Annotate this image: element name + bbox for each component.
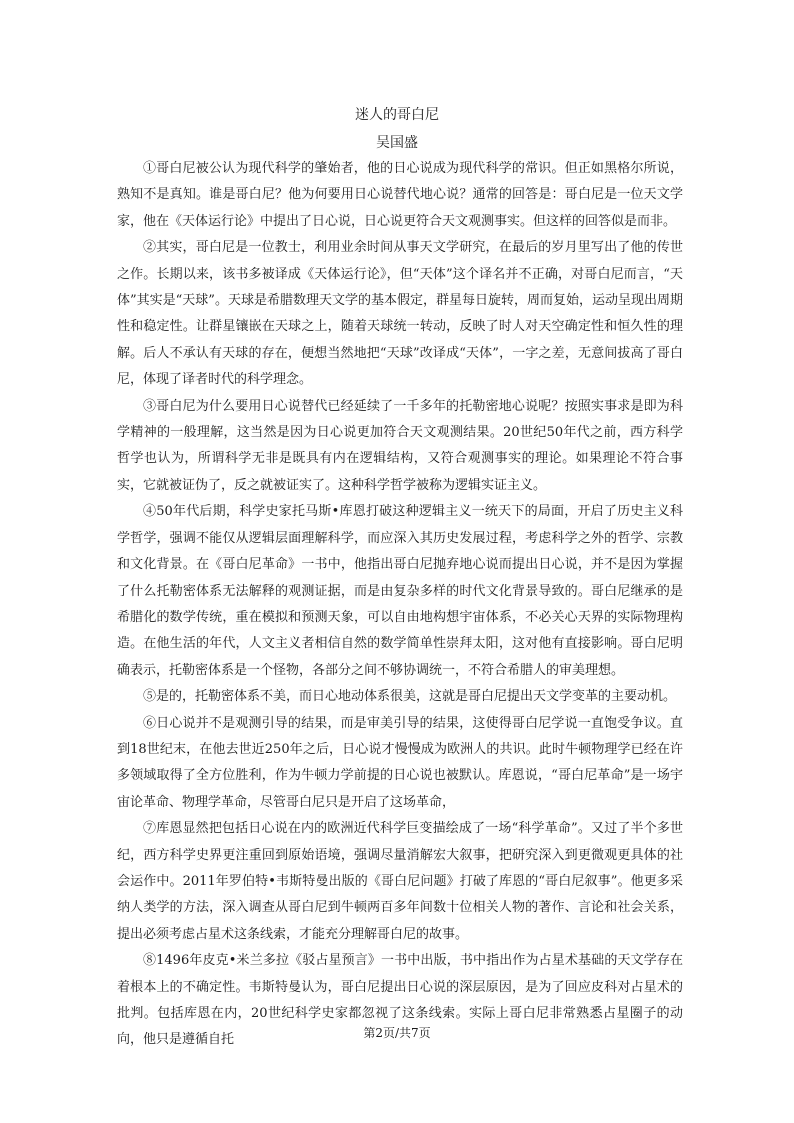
paragraph-6: ⑥日心说并不是观测引导的结果，而是审美引导的结果，这使得哥白尼学说一直饱受争议。直到18世纪末，在他去世近250年之后，日心说才慢慢成为欧洲人的共识。此时牛顿物理学已经在许多领域取得了全方位胜利，作为牛顿力学前提的日心说也被默认。库恩说，“哥白尼革命”是一场宇宙论革命、物理学革命，尽管哥白尼只是开启了这场革命，	[117, 715, 683, 810]
paragraph-2: ②其实，哥白尼是一位教士，利用业余时间从事天文学研究，在最后的岁月里写出了他的传世之作。长期以来，该书多被译成《天体运行论》，但“天体”这个译名并不正确，对哥白尼而言，“天体”其实是“天球”。天球是希腊数理天文学的基本假定，群星每日旋转，周而复始，运动呈现出周期性和稳定性。让群星镶嵌在天球之上，随着天球统一转动，反映了时人对天空确定性和恒久性的理解。后人不承认有天球的存在，便想当然地把“天球”改译成“天体”，一字之差，无意间拔高了哥白尼，体现了译者时代的科学理念。	[117, 240, 683, 388]
paragraph-8: ⑧1496年皮克•米兰多拉《驳占星预言》一书中出版，书中指出作为占星术基础的天文学存在着根本上的不确定性。韦斯特曼认为，哥白尼提出日心说的深层原因，是为了回应皮科对占星术的批判。包括库恩在内，20世纪科学史家都忽视了这条线索。实际上哥白尼非常熟悉占星圈子的动向，他只是遵循自托	[117, 953, 683, 1048]
article-title: 迷人的哥白尼	[355, 107, 439, 123]
paragraph-7: ⑦库恩显然把包括日心说在内的欧洲近代科学巨变描绘成了一场“科学革命”。又过了半个多世纪，西方科学史界更注重回到原始语境，强调尽量消解宏大叙事，把研究深入到更微观更具体的社会运作中。2011年罗伯特•韦斯特曼出版的《哥白尼问题》打破了库恩的“哥白尼叙事”。他更多采纳人类学的方法，深入调查从哥白尼到牛顿两百多年间数十位相关人物的著作、言论和社会关系，提出必须考虑占星术这条线索，才能充分理解哥白尼的故事。	[117, 821, 683, 942]
article-author: 吴国盛	[376, 135, 418, 151]
paragraph-3: ③哥白尼为什么要用日心说替代已经延续了一千多年的托勒密地心说呢？按照实事求是即为科学精神的一般理解，这当然是因为日心说更加符合天文观测结果。20世纪50年代之前，西方科学哲学也认为，所谓科学无非是既具有内在逻辑结构，又符合观测事实的理论。如果理论不符合事实，它就被证伪了，反之就被证实了。这种科学哲学被称为逻辑实证主义。	[117, 398, 683, 493]
page-number: 第2页/共7页	[363, 1026, 431, 1040]
paragraph-5: ⑤是的，托勒密体系不美，而日心地动体系很美，这就是哥白尼提出天文学变革的主要动机。	[143, 689, 677, 705]
article-body	[117, 156, 683, 1054]
paragraph-1: ①哥白尼被公认为现代科学的肇始者，他的日心说成为现代科学的常识。但正如黑格尔所说，熟知不是真知。谁是哥白尼？他为何要用日心说替代地心说？通常的回答是：哥白尼是一位天文学家，他在《天体运行论》中提出了日心说，日心说更符合天文观测事实。但这样的回答似是而非。	[117, 161, 683, 229]
paragraph-4: ④50年代后期，科学史家托马斯•库恩打破这种逻辑主义一统天下的局面，开启了历史主义科学哲学，强调不能仅从逻辑层面理解科学，而应深入其历史发展过程，考虑科学之外的哲学、宗教和文化背景。在《哥白尼革命》一书中，他指出哥白尼抛弃地心说而提出日心说，并不是因为掌握了什么托勒密体系无法解释的观测证据，而是由复杂多样的时代文化背景导致的。哥白尼继承的是希腊化的数学传统，重在模拟和预测天象，可以自由地构想宇宙体系，不必关心天界的实际物理构造。在他生活的年代，人文主义者相信自然的数学简单性崇拜太阳，这对他有直接影响。哥白尼明确表示，托勒密体系是一个怪物，各部分之间不够协调统一，不符合希腊人的审美理想。	[117, 504, 683, 678]
